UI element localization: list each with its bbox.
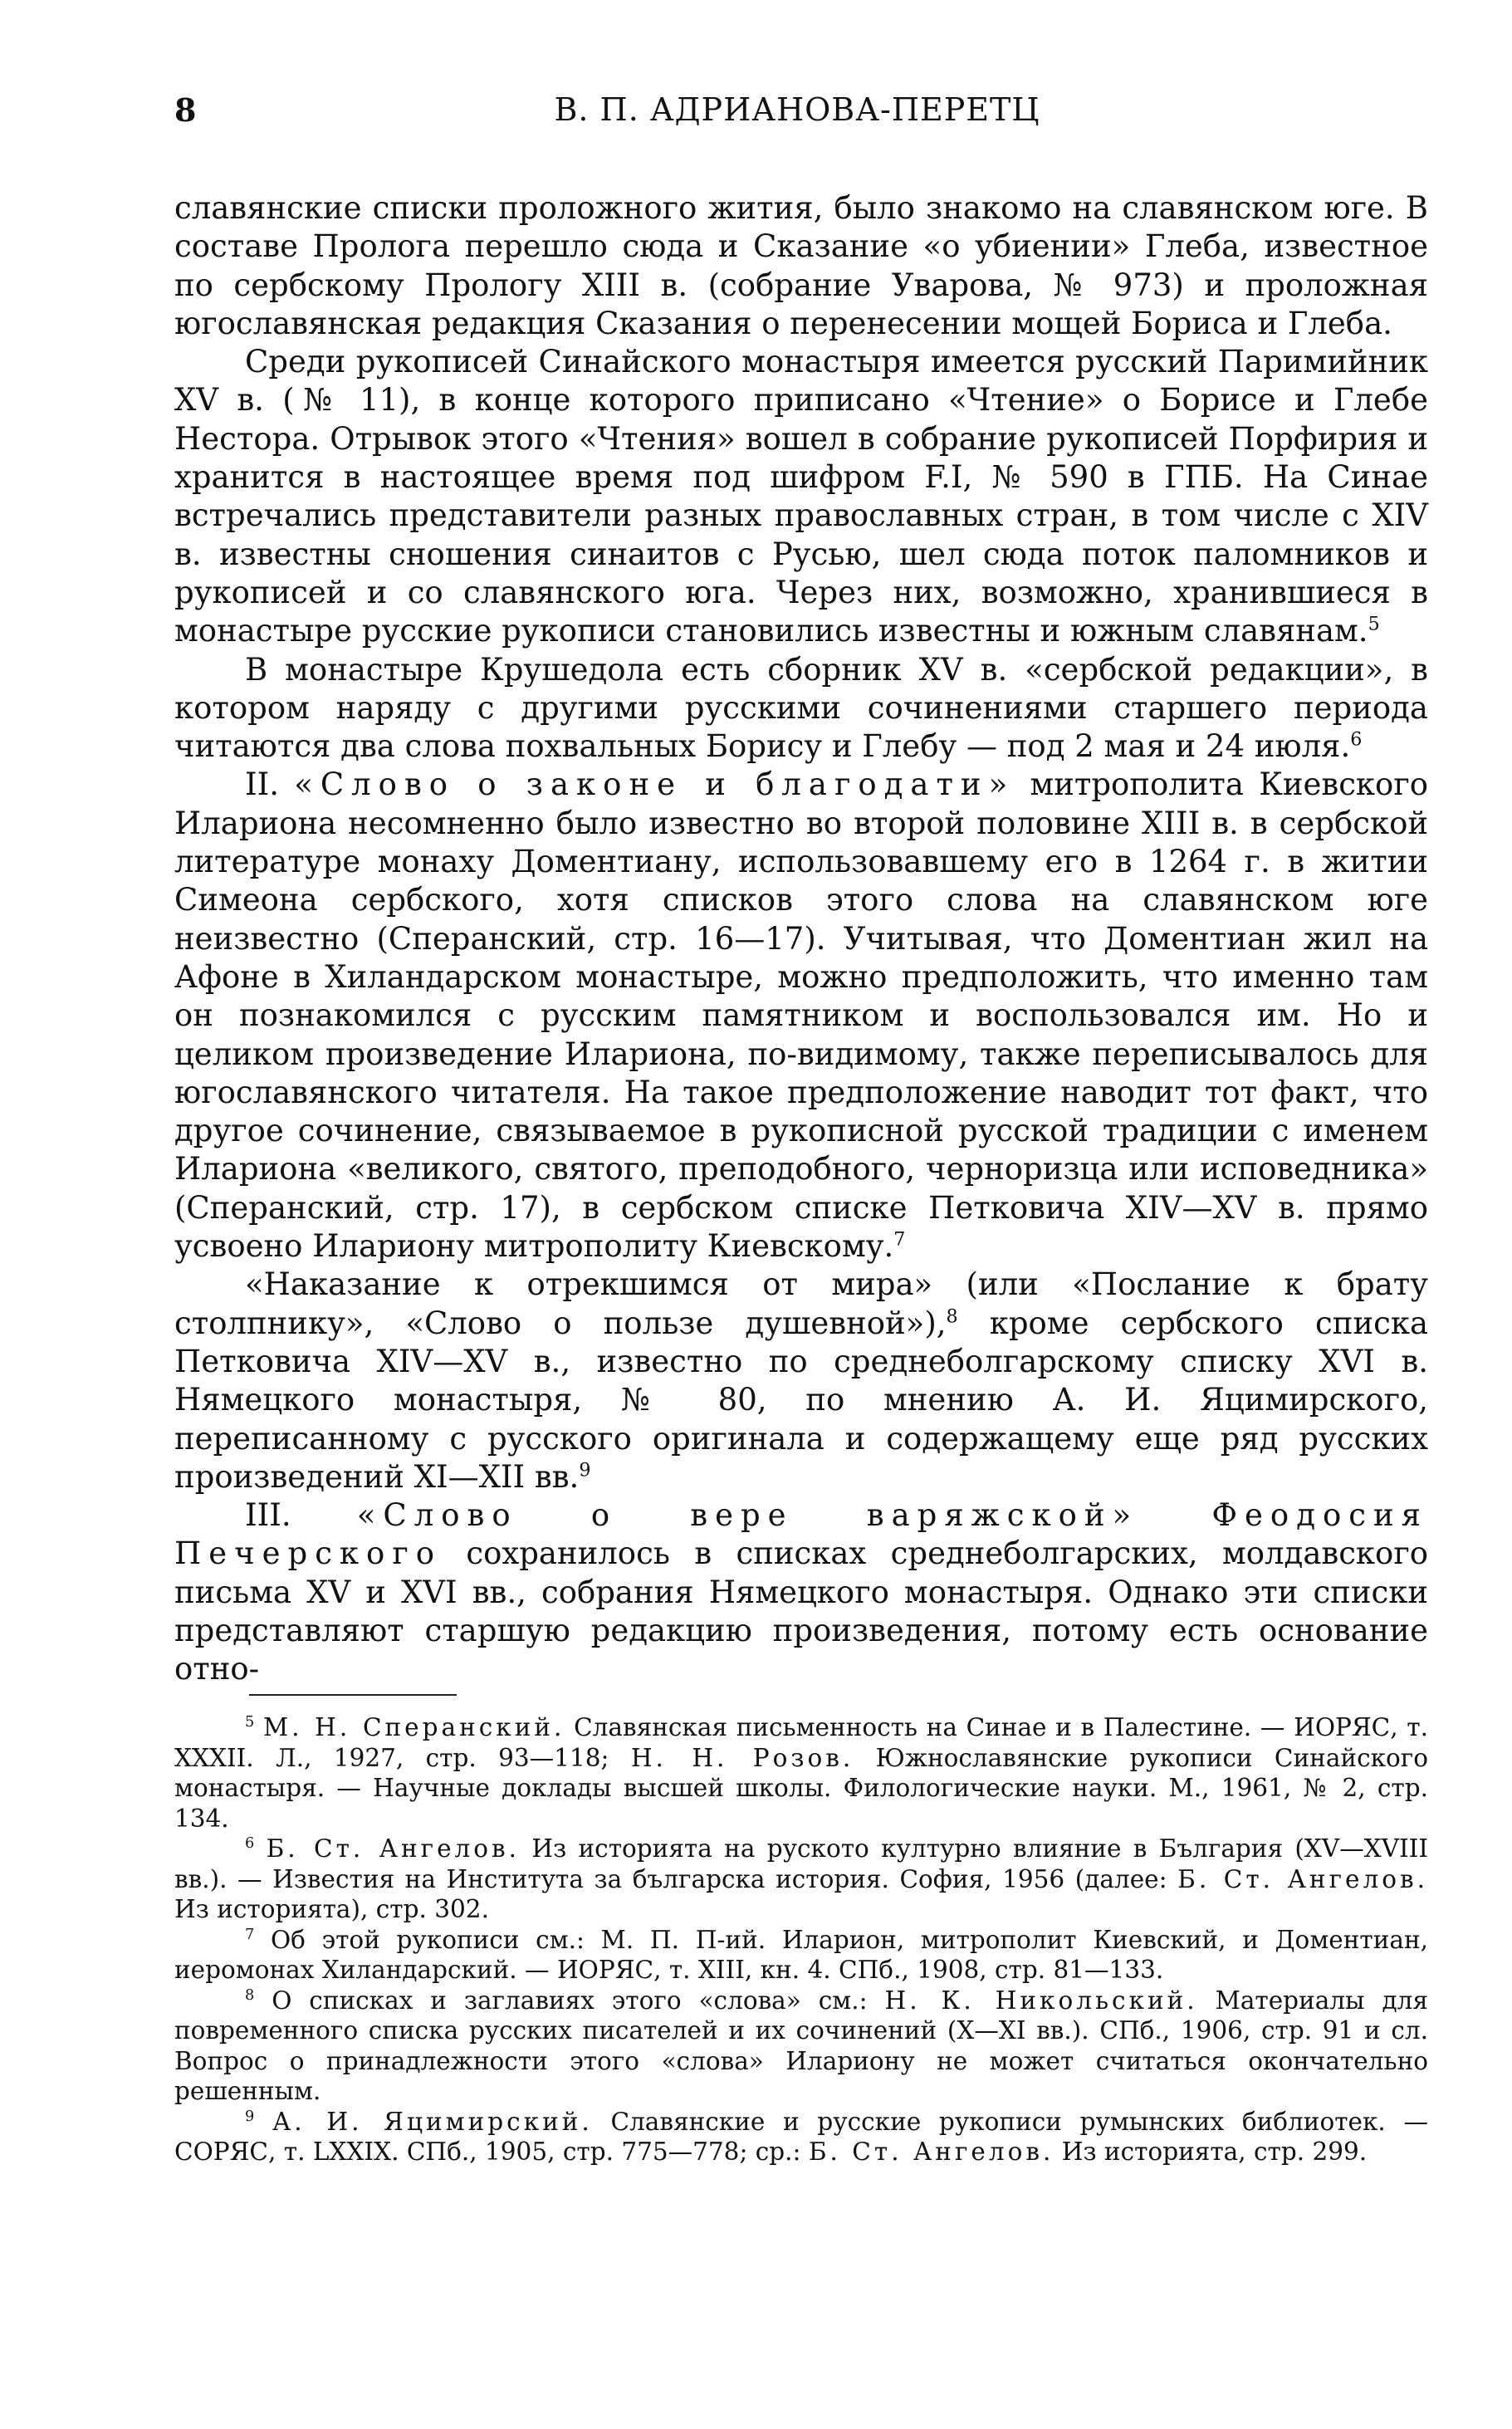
footnote-9	[174, 2107, 1428, 2167]
footnote-ref-8[interactable]: 8	[946, 1305, 958, 1328]
section-number-ii: II.	[245, 766, 295, 803]
section-title-slovo-o-vere: «Слово о вере варяжской» Феодосия Печерского	[174, 1497, 1428, 1572]
footnote-5	[174, 1712, 1428, 1834]
footnote-text: Южнославянские рукописи Синайского монастыря. — Научные доклады высшей школы. Филологические науки. М., 1961, № 2, стр. 134.	[174, 1743, 1429, 1833]
running-title: В. П. АДРИАНОВА-ПЕРЕТЦ	[554, 91, 1040, 128]
footnote-ref-9[interactable]: 9	[579, 1459, 591, 1481]
paragraph-5	[174, 1266, 1428, 1496]
footnote-author: А. И. Яцимирский.	[272, 2107, 593, 2136]
footnotes	[174, 1712, 1428, 2167]
footnote-number: 5	[245, 1714, 255, 1731]
footnote-number: 6	[245, 1835, 255, 1853]
footnote-number: 8	[245, 1986, 255, 2004]
footnote-8	[174, 1986, 1428, 2107]
footnote-ref-7[interactable]: 7	[893, 1228, 906, 1251]
footnote-author: М. Н. Сперанский.	[262, 1713, 565, 1741]
footnote-text: Из историята на руското културно влияние в България (XV—XVIII вв.). — Известия на Института за българска история. София, 1956 (далее:	[174, 1834, 1428, 1893]
footnote-text: Об этой рукописи см.: М. П. П-ий. Иларион, митрополит Киевский, и Доментиан, иеромонах Хиландарский. — ИОРЯС, т. XIII, кн. 4. СПб., 1908, стр. 81—133.	[174, 1925, 1428, 1984]
section-number-iii: III.	[245, 1497, 357, 1534]
footnote-author: Н. К. Никольский.	[884, 1986, 1198, 2015]
footnote-number: 7	[245, 1926, 255, 1943]
footnote-text: Из историята, стр. 299.	[1054, 2138, 1368, 2166]
paragraph-5-text-a: «Наказание к отрекшимся от мира» (или «Послание к брату столпнику», «Слово о пользе душевной»),	[174, 1266, 1428, 1341]
footnote-6	[174, 1834, 1428, 1925]
footnote-author: Б. Ст. Ангелов.	[266, 1834, 521, 1863]
page-header	[174, 91, 1420, 149]
footnote-text: Славянская письменность на Синае и в Палестине. — ИОРЯС, т. XXXII. Л., 1927, стр. 93—118;	[174, 1713, 1428, 1772]
section-title-slovo-o-zakone: «Слово о законе и благодати»	[294, 766, 1015, 803]
footnote-text: О списках и заглавиях этого «слова» см.:	[254, 1986, 885, 2015]
footnote-separator	[249, 1694, 457, 1696]
footnote-text: Славянские и русские рукописи румынских библиотек. — СОРЯС, т. LXXIX. СПб., 1905, стр. 775—778; ср.:	[174, 2107, 1428, 2166]
paragraph-1	[174, 189, 1428, 343]
paragraph-4	[174, 766, 1428, 1266]
paragraph-6	[174, 1496, 1428, 1688]
page-number: 8	[174, 91, 197, 129]
footnote-author: Б. Ст. Ангелов.	[1177, 1864, 1428, 1893]
paragraph-3-text: В монастыре Крушедола есть сборник XV в. «сербской редакции», в котором наряду с другими русскими сочинениями старшего периода читаются два слова похвальных Борису и Глебу — под 2 мая и 24 июля.	[174, 651, 1428, 765]
footnote-7	[174, 1925, 1428, 1986]
paragraph-5-text-b: кроме сербского списка Петковича XIV—XV в., известно по среднеболгарскому списку XVI в. Нямецкого монастыря, № 80, по мнению А. И. Яцимирского, переписанному с русского оригинала и содержащему еще ряд русских произведений XI—XII вв.	[174, 1305, 1429, 1495]
main-text	[174, 189, 1428, 1689]
paragraph-2-text: Среди рукописей Синайского монастыря имеется русский Паримийник XV в. (№ 11), в конце которого приписано «Чтение» о Борисе и Глебе Нестора. Отрывок этого «Чтения» вошел в собрание рукописей Порфирия и хранится в настоящее время под шифром F.I, № 590 в ГПБ. На Синае встречались представители разных православных стран, в том числе с XIV в. известны сношения синаитов с Русью, шел сюда поток паломников и рукописей и со славянского юга. Через них, возможно, хранившиеся в монастыре русские рукописи становились известны и южным славянам.	[174, 344, 1428, 649]
footnote-text: Материалы для повременного списка русских писателей и их сочинений (X—XI вв.). СПб., 1906, стр. 91 и сл. Вопрос о принадлежности этого «слова» Илариону не может считаться окончательно решенным.	[174, 1986, 1428, 2105]
paragraph-4-text: митрополита Киевского Илариона несомненно было известно во второй половине XIII в. в сербской литературе монаху Доментиану, использовавшему его в 1264 г. в житии Симеона сербского, хотя списков этого слова на славянском юге неизвестно (Сперанский, стр. 16—17). Учитывая, что Доментиан жил на Афоне в Хиландарском монастыре, можно предположить, что именно там он познакомился с русским памятником и воспользовался им. Но и целиком произведение Илариона, по-видимому, также переписывалось для югославянского читателя. На такое предположение наводит тот факт, что другое сочинение, связываемое в рукописной русской традиции с именем Илариона «великого, святого, преподобного, черноризца или исповедника» (Сперанский, стр. 17), в сербском списке Петковича XIV—XV в. прямо усвоено Илариону митрополиту Киевскому.	[174, 766, 1428, 1265]
paragraph-6-text: сохранилось в списках среднеболгарских, молдавского письма XV и XVI вв., собрания Нямецкого монастыря. Однако эти списки представляют старшую редакцию произведения, потому есть основание отно-	[174, 1535, 1428, 1687]
footnote-ref-5[interactable]: 5	[1368, 613, 1380, 635]
footnote-author: Н. Н. Розов.	[630, 1743, 854, 1772]
paragraph-1-text: славянские списки проложного жития, было знакомо на славянском юге. В составе Пролога перешло сюда и Сказание «о убиении» Глеба, известное по сербскому Прологу XIII в. (собрание Уварова, № 973) и проложная югославянская редакция Сказания о перенесении мощей Бориса и Глеба.	[174, 190, 1428, 341]
footnote-author: Б. Ст. Ангелов.	[808, 2138, 1054, 2166]
paragraph-3	[174, 651, 1428, 766]
footnote-text: Из историята), стр. 302.	[174, 1895, 489, 1923]
footnote-number: 9	[245, 2108, 255, 2125]
paragraph-2	[174, 343, 1428, 650]
footnote-ref-6[interactable]: 6	[1350, 728, 1363, 751]
